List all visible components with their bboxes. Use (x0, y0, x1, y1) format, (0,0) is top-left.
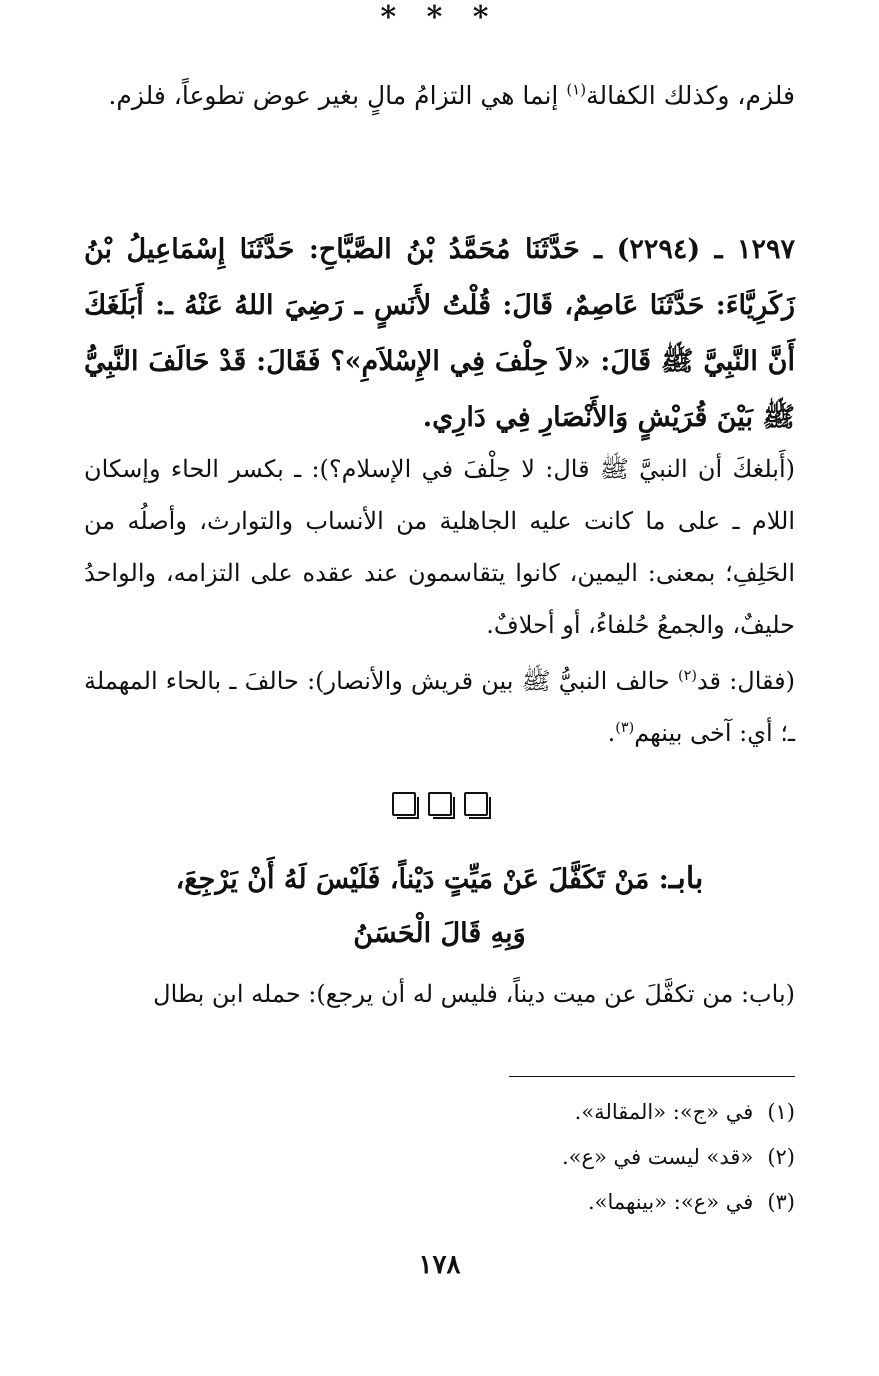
page-number: ١٧٨ (418, 1250, 461, 1280)
commentary-quote-end: حالف النبيُّ ﷺ بين قريش والأنصار) (315, 667, 678, 695)
footnote-1 (84, 1090, 795, 1135)
footnotes (84, 1090, 795, 1225)
footnote-number: (٢) (767, 1145, 795, 1169)
footnote-3 (84, 1180, 795, 1225)
commentary-text: : حالفَ ـ بالحاء المهملة ـ؛ أي: آخى بينهم (84, 667, 795, 747)
footnote-mark-2[interactable]: (٢) (677, 668, 697, 684)
opening-paragraph (84, 72, 795, 120)
footnote-mark-3[interactable]: (٣) (615, 720, 635, 736)
footnote-number: (١) (767, 1100, 795, 1124)
chapter-title: : مَنْ تَكَفَّلَ عَنْ مَيِّتٍ دَيْناً، فَلَيْسَ لَهُ أَنْ يَرْجِعَ، (175, 864, 669, 895)
square-ornament (428, 792, 452, 816)
commentary-text: : ـ بكسر الحاء وإسكان اللام ـ على ما كانت عليه الجاهلية من الأنساب والتوارث، وأصلُه من الحَلِفِ؛ بمعنى: اليمين، كانوا يتقاسمون عند عقده على التزامه، والواحدُ حليفٌ، والجمعُ حُلفاءُ، أو أحلافٌ. (84, 455, 795, 639)
hadith-text: ـ حَدَّثَنَا مُحَمَّدُ بْنُ الصَّبَّاحِ: حَدَّثَنَا إِسْمَاعِيلُ بْنُ زَكَرِيَّاءَ: حَدَّثَنَا عَاصِمٌ، قَالَ: قُلْتُ لأَنَسٍ ـ رَضِيَ اللهُ عَنْهُ ـ: أَبَلَغَكَ أَنَّ النَّبِيَّ ﷺ قَالَ: «لاَ حِلْفَ فِي الإِسْلاَمِ»؟ فَقَالَ: قَدْ حَالَفَ النَّبِيُّ ﷺ بَيْنَ قُرَيْشٍ وَالأَنْصَارِ فِي دَارِي. (84, 234, 795, 433)
chapter-heading (84, 852, 795, 961)
footnote-text: في «ع»: «بينهما». (588, 1190, 754, 1214)
footnote-mark-1[interactable]: (١) (566, 80, 587, 99)
footnote-divider (509, 1076, 795, 1077)
commentary-paragraph-2 (84, 655, 795, 759)
commentary-paragraph-3 (84, 968, 795, 1020)
opening-text-rest: إنما هي التزامُ مالٍ بغير عوض تطوعاً، فلزم. (108, 81, 567, 110)
chapter-label: بابـ (668, 861, 704, 896)
commentary-paragraph-1 (84, 443, 795, 651)
section-separator-squares (0, 792, 879, 820)
footnote-text: «قد» ليست في «ع». (561, 1145, 754, 1169)
commentary-quote-start: (فقال: قد (696, 667, 796, 695)
hadith-number: ١٢٩٧ ـ (٢٢٩٤) (616, 234, 795, 265)
footnote-number: (٣) (767, 1190, 795, 1214)
hadith-paragraph (84, 222, 795, 446)
square-ornament (464, 792, 488, 816)
commentary-quote: (باب: من تكفَّلَ عن ميت ديناً، فليس له أن يرجع) (316, 980, 795, 1008)
opening-text: فلزم، وكذلك الكفالة (586, 81, 795, 110)
footnote-text: في «ج»: «المقالة». (574, 1100, 754, 1124)
chapter-heading-line-2: وَبِهِ قَالَ الْحَسَنُ (353, 918, 526, 949)
commentary-text: : حمله ابن بطال (153, 980, 317, 1008)
section-separator-stars: * * * (380, 0, 499, 35)
commentary-text-end: . (607, 719, 616, 747)
footnote-2 (84, 1135, 795, 1180)
chapter-heading-line-1 (84, 852, 795, 907)
commentary-quote: (أَبلغكَ أن النبيَّ ﷺ قال: لا حِلْفَ في الإسلام؟) (319, 455, 795, 483)
square-ornament (392, 792, 416, 816)
